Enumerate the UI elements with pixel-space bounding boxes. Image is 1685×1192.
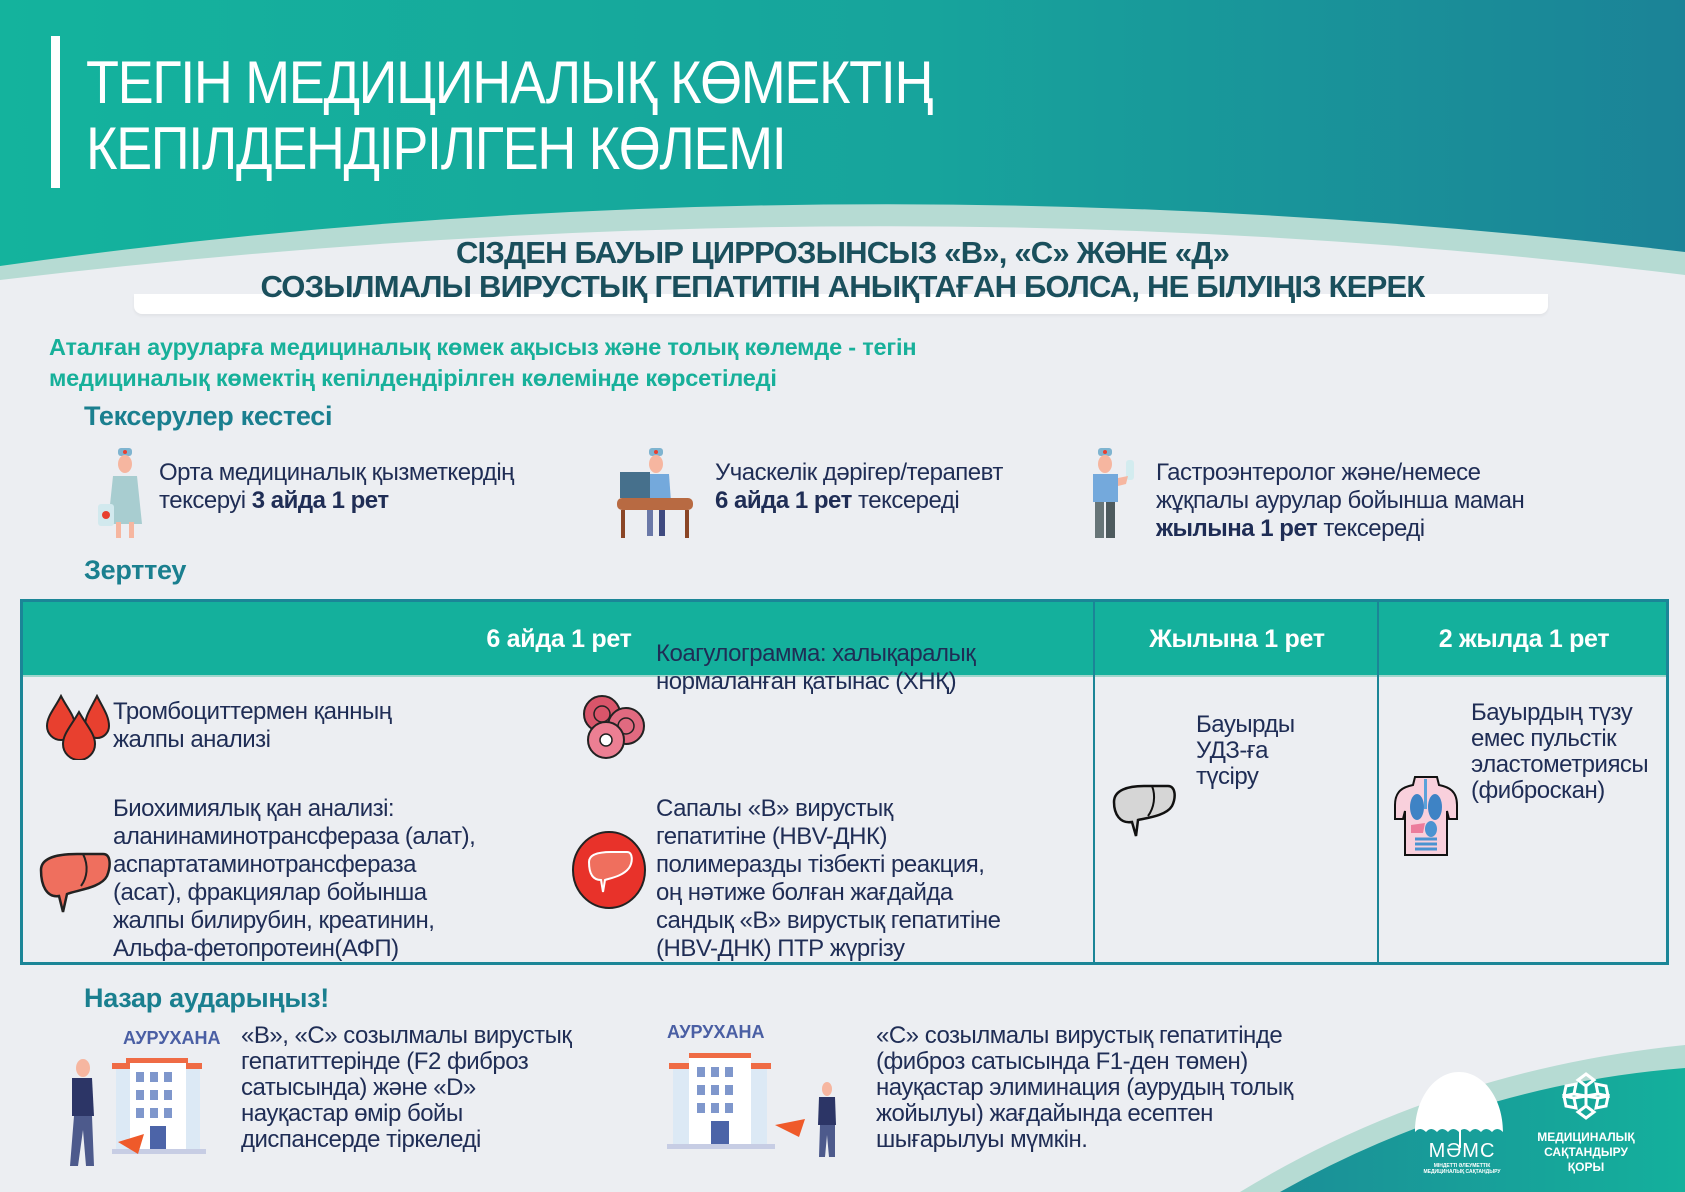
attention-text: «С» созылмалы вирустық гепатитінде xyxy=(876,1022,1283,1049)
cell-text: Бауырды xyxy=(1196,711,1295,738)
fund-line: САҚТАНДЫРУ xyxy=(1544,1145,1628,1159)
cell-text: полимеразды тізбекті реакция, xyxy=(656,851,985,878)
intro-line: Аталған ауруларға медициналық көмек ақысыз және толық көлемде - тегін xyxy=(49,334,917,360)
attention-text: шығарылуы мүмкін. xyxy=(876,1126,1088,1153)
blood-drops-icon xyxy=(45,694,111,760)
umbrella-logo-icon xyxy=(1413,1070,1505,1132)
attention-text: науқастар өмір бойы xyxy=(241,1100,463,1127)
column-divider xyxy=(1093,602,1095,962)
schedule-item-therapist xyxy=(715,459,1003,515)
specialist-icon xyxy=(1090,446,1142,538)
attention-text: диспансерде тіркеледі xyxy=(241,1126,481,1153)
attention-left-text xyxy=(241,1023,571,1153)
fund-line: МЕДИЦИНАЛЫҚ xyxy=(1537,1130,1635,1144)
cell-text: емес пульстік xyxy=(1471,725,1617,752)
schedule-frequency: жылына 1 рет xyxy=(1156,515,1318,542)
subtitle-line: СІЗДЕН БАУЫР ЦИРРОЗЫНСЫЗ «В», «С» ЖӘНЕ «Д» xyxy=(455,235,1230,270)
column-header-6-months: 6 айда 1 рет xyxy=(486,625,632,653)
attention-text: (фиброз сатысында F1-ден төмен) xyxy=(876,1048,1248,1075)
schedule-item-specialist xyxy=(1156,459,1524,543)
nurse-icon xyxy=(98,446,154,538)
cell-text: Бауырдың түзу xyxy=(1471,699,1633,726)
cell-text: Биохимиялық қан анализі: xyxy=(113,795,395,822)
cell-text: аланинаминотрансфераза (алат), xyxy=(113,823,476,850)
cell-text: Альфа-фетопротеин(АФП) xyxy=(113,935,399,962)
attention-text: жойылуы) жағдайында есептен xyxy=(876,1100,1213,1127)
fund-logo-icon xyxy=(1560,1070,1612,1122)
schedule-frequency: 3 айда 1 рет xyxy=(251,487,389,514)
cell-text: сандық «В» вирустық гепатитіне xyxy=(656,907,1001,934)
schedule-text-part: тексереді xyxy=(851,487,960,514)
hospital-label: АУРУХАНА xyxy=(667,1022,765,1042)
research-table xyxy=(20,599,1669,965)
cell-text: эластометриясы xyxy=(1471,751,1649,778)
hospital-label: АУРУХАНА xyxy=(123,1028,221,1048)
torso-organs-icon xyxy=(1393,775,1459,857)
blood-cells-icon xyxy=(580,694,646,760)
subtitle-line: СОЗЫЛМАЛЫ ВИРУСТЫҚ ГЕПАТИТІН АНЫҚТАҒАН БОЛСА, НЕ БІЛУІҢІЗ КЕРЕК xyxy=(260,269,1425,304)
mams-logo-subtitle xyxy=(1412,1163,1512,1175)
schedule-text xyxy=(159,487,514,515)
attention-text: сатысында) және «D» xyxy=(241,1074,476,1101)
cell-text: аспартатаминотрансфераза xyxy=(113,851,416,878)
subtitle xyxy=(0,236,1685,304)
title-line: ТЕГІН МЕДИЦИНАЛЫҚ КӨМЕКТІҢ xyxy=(86,49,933,116)
research-heading: Зерттеу xyxy=(84,555,187,585)
schedule-text: Гастроэнтеролог және/немесе xyxy=(1156,459,1481,486)
title-accent-bar xyxy=(51,36,60,188)
cell-text: (асат), фракциялар бойынша xyxy=(113,879,427,906)
cell-text: жалпы анализі xyxy=(113,726,271,753)
liver-ultrasound-icon xyxy=(1110,784,1176,840)
cell-text: түсіру xyxy=(1196,763,1259,790)
schedule-text xyxy=(715,487,1003,515)
attention-heading: Назар аударыңыз! xyxy=(84,983,329,1013)
schedule-text: Орта медициналық қызметкердің xyxy=(159,459,514,486)
mams-sub-line: МІНДЕТТІ ӘЛЕУМЕТТІК xyxy=(1433,1163,1491,1169)
cell-text: жалпы билирубин, креатинин, xyxy=(113,907,435,934)
column-header-2-years: 2 жылда 1 рет xyxy=(1438,625,1610,653)
cell-text: (фиброскан) xyxy=(1471,777,1605,804)
cell-ultrasound xyxy=(1196,712,1295,790)
fund-logo-text xyxy=(1530,1130,1642,1175)
cell-blood-test xyxy=(113,650,392,754)
schedule-text: Учаскелік дәрігер/терапевт xyxy=(715,459,1003,486)
schedule-item-nurse xyxy=(159,459,514,515)
cell-fibroscan xyxy=(1471,700,1648,804)
cell-text: Коагулограмма: халықаралық xyxy=(656,640,976,667)
cell-text: Тромбоциттермен қанның xyxy=(113,698,392,725)
cell-text: Сапалы «В» вирустық xyxy=(656,795,893,822)
schedule-text: жұқпалы аурулар бойынша маман xyxy=(1156,487,1525,514)
schedule-text-part: тексеруі xyxy=(159,487,252,514)
column-header-yearly: Жылына 1 рет xyxy=(1149,625,1325,653)
attention-text: гепатиттерінде (F2 фиброз xyxy=(241,1048,529,1075)
liver-icon xyxy=(37,852,111,914)
cell-text: УДЗ-ға xyxy=(1196,737,1269,764)
cell-biochemistry xyxy=(113,795,475,963)
attention-text: «В», «С» созылмалы вирустық xyxy=(241,1022,572,1049)
fund-line: ҚОРЫ xyxy=(1567,1160,1605,1174)
title-line: КЕПІЛДЕНДІРІЛГЕН КӨЛЕМІ xyxy=(86,115,786,182)
column-divider xyxy=(1377,602,1379,962)
cell-coagulogram xyxy=(656,640,975,696)
schedule-frequency: 6 айда 1 рет xyxy=(715,487,852,514)
intro-text xyxy=(49,332,916,394)
mams-logo-text: МӘМС xyxy=(1428,1140,1496,1162)
attention-right-text xyxy=(876,1023,1293,1153)
cell-pcr xyxy=(656,795,1000,963)
schedule-heading: Тексерулер кестесі xyxy=(84,401,333,431)
cell-text: гепатитіне (HBV-ДНК) xyxy=(656,823,887,850)
cell-text: (HBV-ДНК) ПТР жүргізу xyxy=(656,935,905,962)
attention-text: науқастар элиминация (аурудың толық xyxy=(876,1074,1293,1101)
patient-entering-hospital-icon xyxy=(58,1050,228,1166)
page-title xyxy=(86,50,932,182)
cell-text: оң нәтиже болған жағдайда xyxy=(656,879,953,906)
schedule-text xyxy=(1156,515,1524,543)
mams-sub-line: МЕДИЦИНАЛЫҚ САҚТАНДЫРУ xyxy=(1423,1169,1501,1175)
cell-text: нормаланған қатынас (ХНҚ) xyxy=(656,668,957,695)
schedule-text-part: тексереді xyxy=(1317,515,1425,542)
patient-leaving-hospital-icon xyxy=(665,1045,855,1161)
doctor-at-desk-icon xyxy=(617,446,693,538)
intro-line: медициналық көмектің кепілдендірілген көлемінде көрсетіледі xyxy=(49,365,777,391)
liver-circle-icon xyxy=(571,830,647,910)
